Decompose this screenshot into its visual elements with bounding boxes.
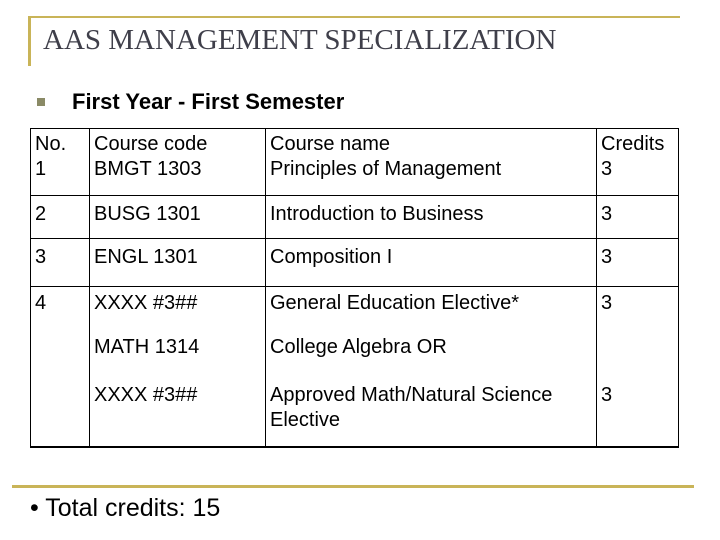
cell-name: Composition I [266, 238, 597, 286]
cell-no [31, 335, 90, 383]
header-no: No. [31, 129, 90, 158]
title-left-rule [28, 16, 31, 66]
cell-credits [597, 335, 679, 383]
cell-name: Principles of Management [266, 157, 597, 195]
table-row [31, 157, 679, 195]
cell-credits: 3 [597, 195, 679, 238]
section-subtitle: First Year - First Semester [72, 89, 345, 114]
bottom-rule [12, 485, 694, 488]
cell-credits: 3 [597, 238, 679, 286]
cell-no: 1 [31, 157, 90, 195]
cell-credits: 3 [597, 157, 679, 195]
title-top-rule [28, 16, 680, 18]
table-row [31, 383, 679, 447]
cell-credits: 3 [597, 383, 679, 447]
cell-code: XXXX #3## [90, 383, 266, 447]
table-row [31, 129, 679, 158]
table-row [31, 335, 679, 383]
cell-code: MATH 1314 [90, 335, 266, 383]
cell-credits: 3 [597, 286, 679, 335]
table-row [31, 238, 679, 286]
header-credits: Credits [597, 129, 679, 158]
table-row [31, 195, 679, 238]
cell-no: 3 [31, 238, 90, 286]
cell-code: ENGL 1301 [90, 238, 266, 286]
cell-no [31, 383, 90, 447]
square-bullet-icon [37, 98, 45, 106]
header-course-name: Course name [266, 129, 597, 158]
cell-name: General Education Elective* [266, 286, 597, 335]
course-table [30, 128, 679, 448]
page-title: AAS MANAGEMENT SPECIALIZATION [43, 24, 557, 56]
cell-no: 2 [31, 195, 90, 238]
total-credits: • Total credits: 15 [30, 494, 221, 522]
cell-code: BUSG 1301 [90, 195, 266, 238]
header-course-code: Course code [90, 129, 266, 158]
cell-code: XXXX #3## [90, 286, 266, 335]
cell-name: Approved Math/Natural Science Elective [266, 383, 597, 447]
table-row [31, 286, 679, 335]
cell-no: 4 [31, 286, 90, 335]
cell-name: Introduction to Business [266, 195, 597, 238]
cell-code: BMGT 1303 [90, 157, 266, 195]
cell-name: College Algebra OR [266, 335, 597, 383]
